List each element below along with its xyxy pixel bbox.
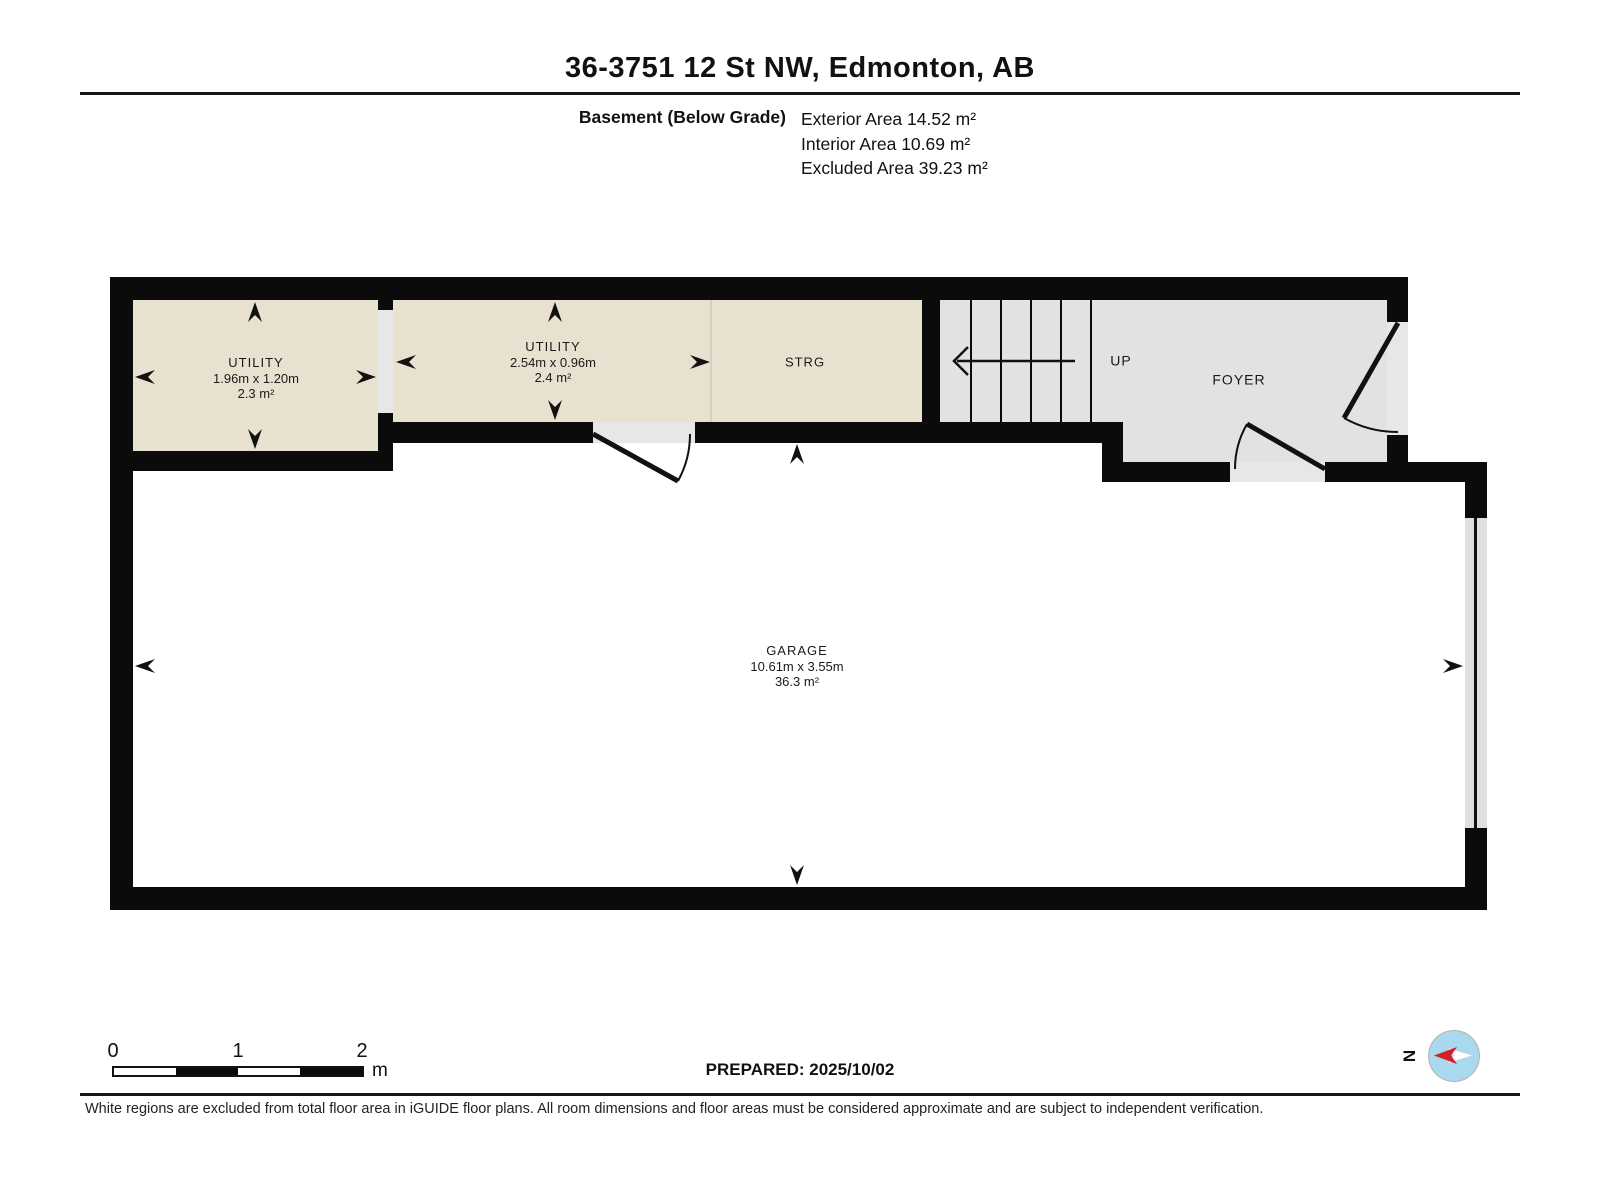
storage-label: STRG [784, 354, 826, 370]
foyer-floor [1092, 300, 1387, 423]
dim-arrow-right [1443, 659, 1463, 673]
door-opening [378, 310, 393, 413]
utility1-label: UTILITY 1.96m x 1.20m 2.3 m² [213, 354, 299, 401]
footer-divider [80, 1093, 1520, 1096]
stairs-up-label: UP [1110, 352, 1132, 369]
wall-segment [1465, 482, 1487, 518]
wall-segment [110, 451, 393, 471]
wall-segment [695, 422, 1102, 443]
wall-segment [1123, 462, 1230, 482]
stairs-floor [940, 300, 1092, 422]
door-opening [593, 422, 695, 443]
prepared-date: PREPARED: 2025/10/02 [705, 1060, 895, 1079]
scale-tick-1: 1 [232, 1040, 244, 1062]
interior-area: Interior Area 10.69 m² [801, 133, 971, 154]
door-opening [1387, 322, 1408, 435]
stair-tread [1030, 300, 1032, 422]
excluded-area: Excluded Area 39.23 m² [801, 158, 988, 178]
wall-segment [1465, 828, 1487, 887]
scale-tick-0: 0 [107, 1040, 119, 1062]
page-title: 36-3751 12 St NW, Edmonton, AB [565, 52, 1035, 84]
floor-label: Basement (Below Grade) [578, 107, 786, 127]
wall-segment [378, 422, 593, 443]
stair-tread [1000, 300, 1002, 422]
garage-door-line [1474, 518, 1477, 828]
utility2-storage-divider [710, 300, 712, 422]
wall-segment [1387, 435, 1408, 462]
compass-icon [1428, 1030, 1480, 1082]
utility2-label: UTILITY 2.54m x 0.96m 2.4 m² [510, 338, 596, 385]
compass-needle-icon [1429, 1031, 1478, 1080]
scale-unit: m [372, 1060, 388, 1081]
stair-tread [1060, 300, 1062, 422]
stair-tread [970, 300, 972, 422]
dim-arrow-left [135, 659, 155, 673]
utility2-storage-floor [393, 300, 922, 422]
wall-segment [110, 887, 1487, 910]
compass-north-needle [1434, 1047, 1457, 1064]
dim-arrow-down [790, 865, 804, 885]
disclaimer-text: White regions are excluded from total floor area in iGUIDE floor plans. All room dimensions and floor areas must be considered approximate and are subject to independent verification. [85, 1101, 1264, 1117]
wall-segment [1102, 422, 1123, 482]
garage-label: GARAGE 10.61m x 3.55m 36.3 m² [750, 642, 844, 689]
foyer-label: FOYER [1212, 371, 1266, 388]
scale-tick-2: 2 [356, 1040, 368, 1062]
dim-arrow-up [790, 444, 804, 464]
door-opening [1230, 462, 1325, 482]
wall-segment [1325, 462, 1487, 482]
compass-north-label: N [1400, 1049, 1420, 1063]
foyer-floor-lower [1123, 423, 1387, 462]
wall-segment [110, 277, 1408, 300]
wall-segment [922, 300, 940, 422]
wall-segment [110, 277, 133, 910]
exterior-area: Exterior Area 14.52 m² [801, 109, 977, 129]
wall-segment [1387, 300, 1408, 322]
